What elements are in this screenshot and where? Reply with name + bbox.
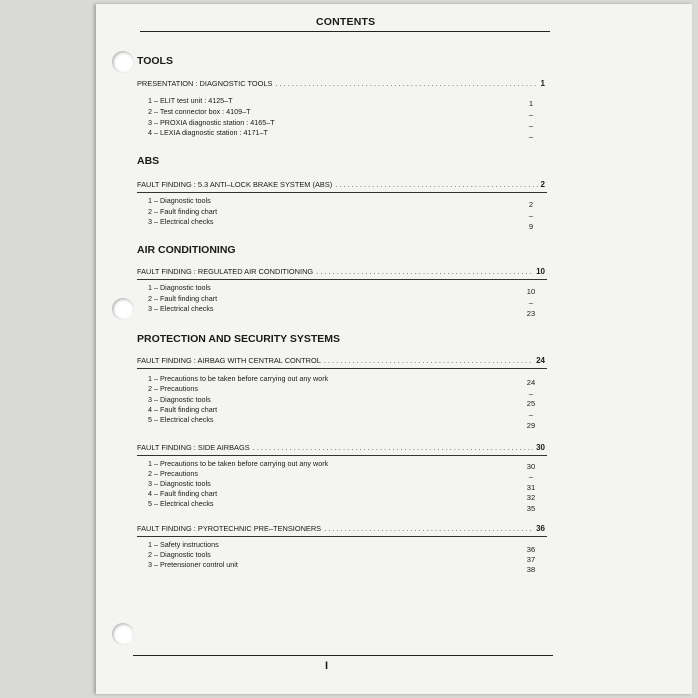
toc-entry-page: 2 (540, 180, 545, 189)
dot-leader (324, 524, 533, 533)
toc-entry-label: FAULT FINDING : 5.3 ANTI–LOCK BRAKE SYSTEM (ABS) (137, 180, 333, 189)
section-heading-protection-security: PROTECTION AND SECURITY SYSTEMS (137, 333, 341, 345)
toc-item: 1 – ELIT test unit : 4125–T (148, 96, 233, 105)
entry-rule (137, 368, 547, 369)
toc-item-page: – (528, 132, 534, 141)
entry-rule (137, 192, 547, 193)
dot-leader (253, 443, 533, 452)
binder-hole (112, 298, 134, 320)
toc-item: 2 – Fault finding chart (148, 294, 218, 303)
toc-entry-label: FAULT FINDING : REGULATED AIR CONDITIONING (137, 267, 314, 276)
toc-item: 3 – Electrical checks (148, 217, 214, 226)
toc-item: 3 – Diagnostic tools (148, 395, 211, 404)
toc-item: 2 – Precautions (148, 384, 198, 393)
toc-item: 2 – Fault finding chart (148, 207, 218, 216)
toc-entry-page: 1 (540, 79, 545, 88)
toc-item-page: 37 (526, 555, 536, 564)
toc-item: 1 – Diagnostic tools (148, 283, 211, 292)
toc-item-page: 25 (526, 399, 536, 408)
toc-item-page: – (528, 472, 534, 481)
toc-entry-page: 10 (536, 267, 545, 276)
section-heading-abs: ABS (137, 155, 160, 167)
toc-entry-label: FAULT FINDING : PYROTECHNIC PRE–TENSIONERS (137, 524, 322, 533)
title-rule (140, 31, 550, 32)
toc-item-page: 29 (526, 421, 536, 430)
toc-item-page: 31 (526, 483, 536, 492)
toc-entry-abs (137, 180, 545, 189)
toc-item: 2 – Precautions (148, 469, 198, 478)
toc-item: 1 – Diagnostic tools (148, 196, 211, 205)
toc-item: 4 – Fault finding chart (148, 489, 218, 498)
toc-item: 1 – Precautions to be taken before carrying out any work (148, 459, 329, 468)
toc-item-page: – (528, 211, 534, 220)
section-heading-air-conditioning: AIR CONDITIONING (137, 244, 236, 256)
entry-rule (137, 279, 547, 280)
toc-item: 3 – PROXIA diagnostic station : 4165–T (148, 118, 275, 127)
toc-item: 2 – Diagnostic tools (148, 550, 211, 559)
toc-entry-page: 36 (536, 524, 545, 533)
toc-item: 5 – Electrical checks (148, 499, 214, 508)
toc-item-page: – (528, 121, 534, 130)
section-heading-tools: TOOLS (137, 55, 173, 67)
toc-entry-air-conditioning (137, 267, 545, 276)
toc-item-page: – (528, 389, 534, 398)
toc-entry-airbag-central (137, 356, 545, 365)
binder-hole (112, 623, 134, 645)
footer-page-mark: I (325, 660, 329, 672)
dot-leader (335, 180, 537, 189)
toc-item: 3 – Pretensioner control unit (148, 560, 238, 569)
toc-item: 3 – Electrical checks (148, 304, 214, 313)
toc-entry-label: FAULT FINDING : AIRBAG WITH CENTRAL CONTROL (137, 356, 321, 365)
toc-item: 1 – Precautions to be taken before carrying out any work (148, 374, 329, 383)
toc-item: 4 – LEXIA diagnostic station : 4171–T (148, 128, 268, 137)
toc-item: 5 – Electrical checks (148, 415, 214, 424)
toc-entry-pretensioners (137, 524, 545, 533)
dot-leader (275, 79, 537, 88)
toc-entry-label: FAULT FINDING : SIDE AIRBAGS (137, 443, 250, 452)
toc-item-page: 10 (526, 287, 536, 296)
toc-item-page: 9 (528, 222, 534, 231)
toc-item-page: – (528, 110, 534, 119)
toc-item-page: 2 (528, 200, 534, 209)
binder-hole (112, 51, 134, 73)
toc-item: 2 – Test connector box : 4109–T (148, 107, 251, 116)
dot-leader (316, 267, 533, 276)
page-title: CONTENTS (316, 16, 376, 28)
toc-entry-side-airbags (137, 443, 545, 452)
toc-entry-diagnostic-tools (137, 79, 545, 88)
toc-item-page: 24 (526, 378, 536, 387)
toc-entry-page: 30 (536, 443, 545, 452)
toc-item-page: – (528, 410, 534, 419)
footer-rule (133, 655, 553, 656)
toc-item-page: 38 (526, 565, 536, 574)
dot-leader (324, 356, 533, 365)
toc-item-page: 1 (528, 99, 534, 108)
toc-item-page: 36 (526, 545, 536, 554)
toc-item-page: 23 (526, 309, 536, 318)
toc-item: 4 – Fault finding chart (148, 405, 218, 414)
toc-entry-page: 24 (536, 356, 545, 365)
toc-item: 1 – Safety instructions (148, 540, 219, 549)
toc-entry-label: PRESENTATION : DIAGNOSTIC TOOLS (137, 79, 273, 88)
toc-item-page: 32 (526, 493, 536, 502)
toc-item-page: 30 (526, 462, 536, 471)
entry-rule (137, 536, 547, 537)
toc-item-page: 35 (526, 504, 536, 513)
entry-rule (137, 455, 547, 456)
toc-item: 3 – Diagnostic tools (148, 479, 211, 488)
toc-item-page: – (528, 298, 534, 307)
